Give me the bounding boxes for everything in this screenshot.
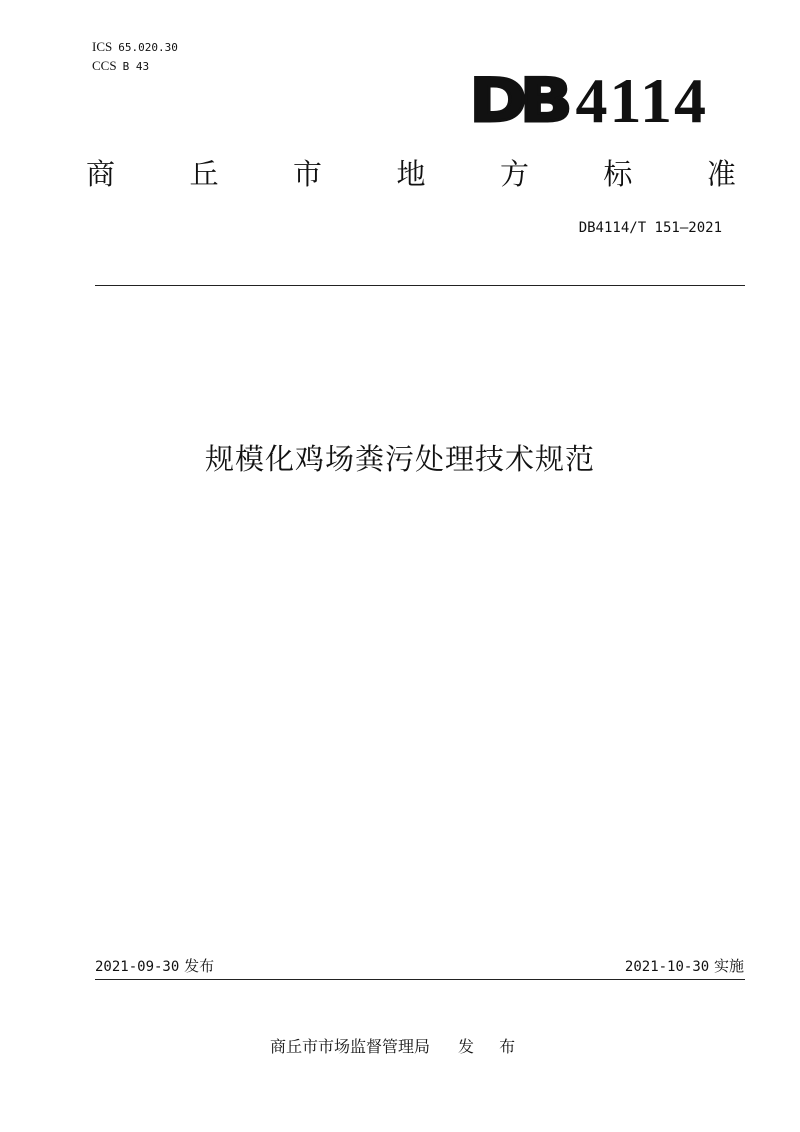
issuer-action: 发 布 <box>458 1037 526 1056</box>
implement-label: 实施 <box>713 957 744 975</box>
standard-type-char: 丘 <box>189 157 219 191</box>
standard-number: DB4114/T 151—2021 <box>578 220 722 236</box>
db-logo-prefix: DB <box>469 66 566 136</box>
issuer-line <box>270 1036 525 1058</box>
ccs-code: B 43 <box>122 60 150 73</box>
implement-date: 2021-10-30 <box>624 959 710 975</box>
ccs-code-line <box>92 59 149 74</box>
standard-type-char: 市 <box>292 157 322 191</box>
ccs-label: CCS <box>92 58 117 73</box>
standard-type-char: 标 <box>603 157 633 191</box>
publish-label: 发布 <box>184 957 215 975</box>
footer-divider <box>95 979 745 980</box>
db-logo-number: 4114 <box>575 65 708 136</box>
db-standard-logo <box>469 62 708 136</box>
publish-date: 2021-09-30 <box>95 959 180 975</box>
implement-date-line <box>625 956 744 977</box>
issuer-name: 商丘市市场监督管理局 <box>270 1037 431 1056</box>
standard-type-char: 准 <box>706 157 736 191</box>
header-divider <box>95 285 745 286</box>
publish-date-line <box>95 956 214 977</box>
document-title: 规模化鸡场粪污处理技术规范 <box>204 442 595 476</box>
standard-type-char: 商 <box>86 157 116 191</box>
ics-code: 65.020.30 <box>118 41 178 54</box>
standard-type-heading <box>86 152 736 196</box>
standard-type-char: 地 <box>396 157 426 191</box>
standard-type-char: 方 <box>499 157 529 191</box>
ics-code-line <box>92 40 178 55</box>
ics-label: ICS <box>92 39 113 54</box>
